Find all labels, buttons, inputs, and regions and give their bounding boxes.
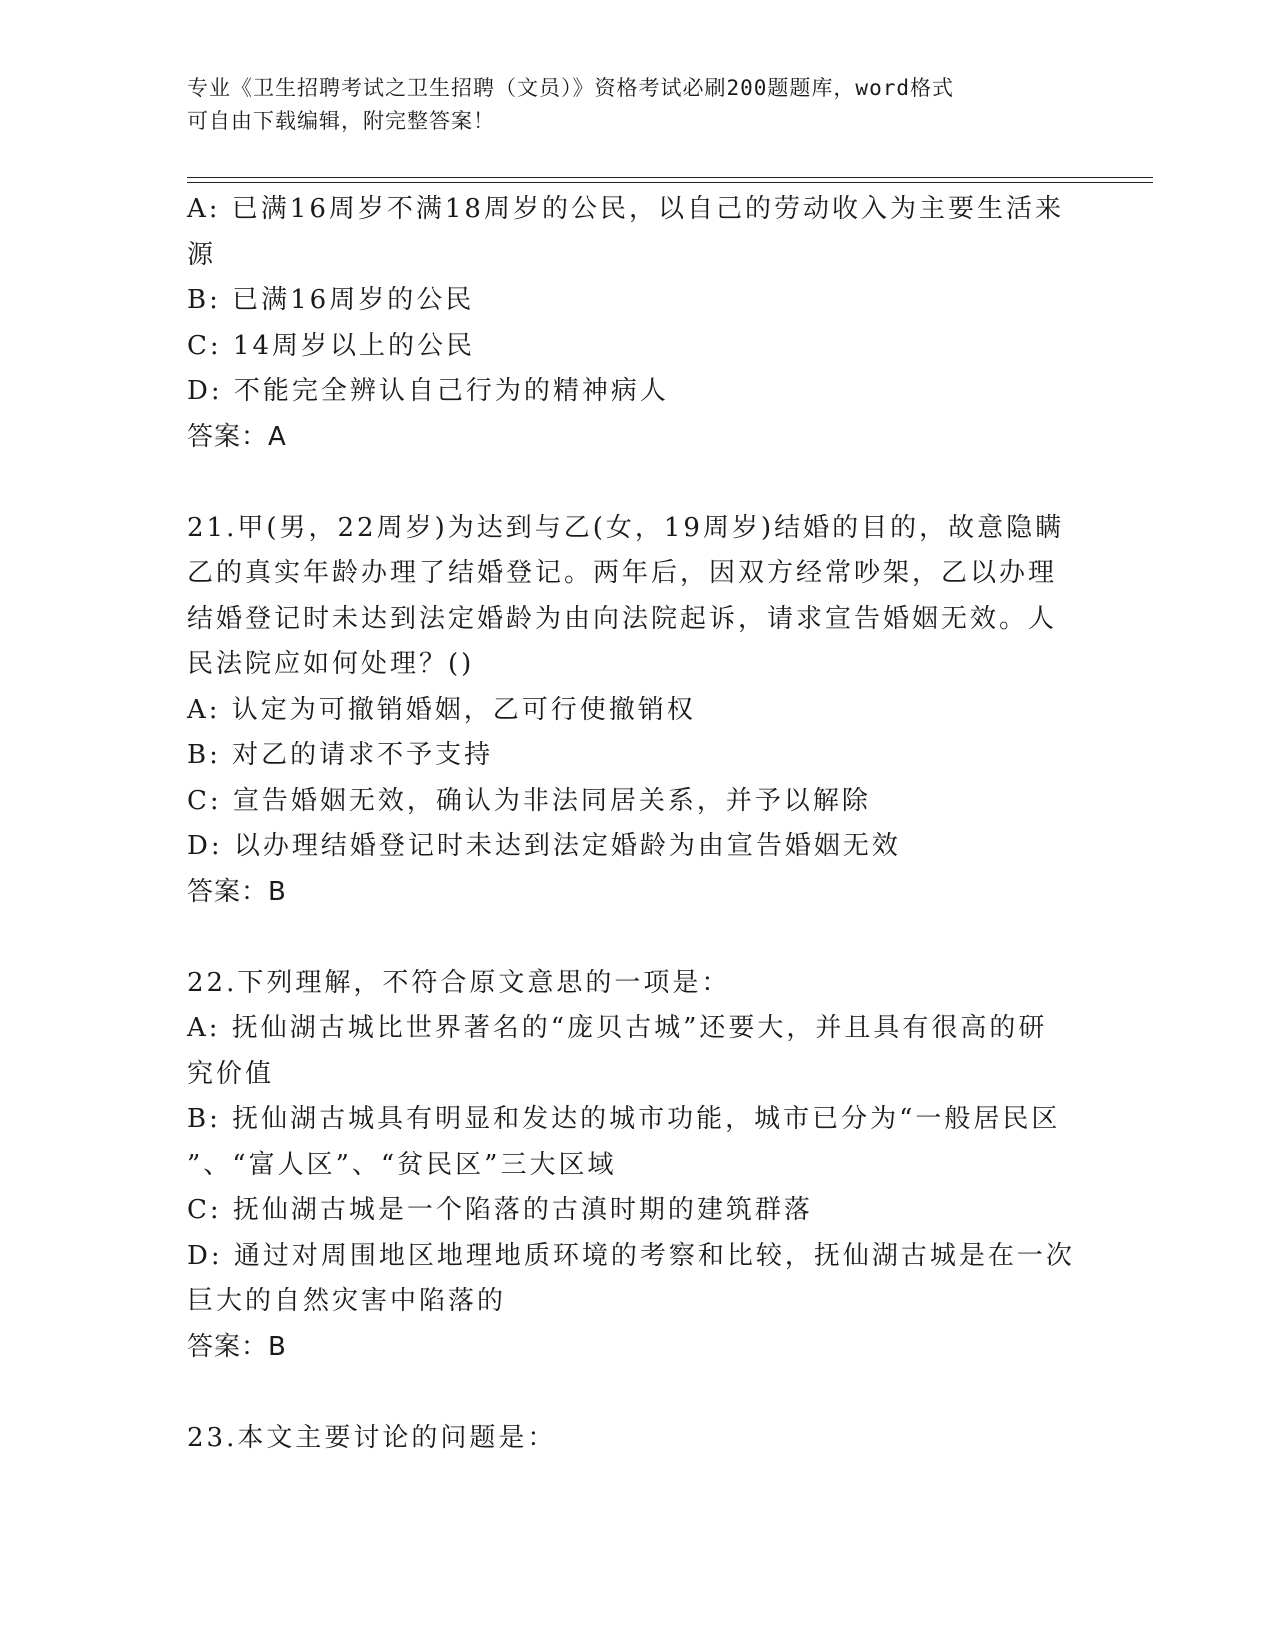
- option-c: C: 宣告婚姻无效，确认为非法同居关系，并予以解除: [187, 785, 871, 816]
- question-20: [187, 187, 1077, 460]
- option-b-line: ”、“富人区”、“贫民区”三大区域: [187, 1149, 617, 1180]
- option-c: C: 14周岁以上的公民: [187, 330, 476, 361]
- header-rule-top: [187, 177, 1153, 178]
- question-stem-line: 21.甲(男，22周岁)为达到与乙(女，19周岁)结婚的目的，故意隐瞒: [187, 512, 1065, 543]
- option-d-line: 巨大的自然灾害中陷落的: [187, 1286, 507, 1316]
- option-a-line: A: 已满16周岁不满18周岁的公民，以自己的劳动收入为主要生活来: [187, 194, 1064, 224]
- spacer: [187, 1370, 1077, 1416]
- spacer: [187, 915, 1077, 961]
- answer: 答案：B: [187, 1331, 287, 1362]
- option-c: C: 抚仙湖古城是一个陷落的古滇时期的建筑群落: [187, 1195, 813, 1225]
- option-d-line: D: 通过对周围地区地理地质环境的考察和比较，抚仙湖古城是在一次: [187, 1240, 1075, 1271]
- question-stem: 22.下列理解，不符合原文意思的一项是：: [187, 967, 731, 998]
- answer: 答案：A: [187, 421, 287, 452]
- question-stem: 23.本文主要讨论的问题是：: [187, 1422, 557, 1453]
- option-a-line: 源: [187, 239, 217, 270]
- option-b-line: B: 抚仙湖古城具有明显和发达的城市功能，城市已分为“一般居民区: [187, 1104, 1061, 1134]
- question-22: [187, 961, 1077, 1371]
- spacer: [187, 460, 1077, 506]
- header-line: 专业《卫生招聘考试之卫生招聘（文员）》资格考试必刷200题题库，word格式: [187, 76, 954, 100]
- question-stem-line: 民法院应如何处理？(): [187, 649, 475, 679]
- option-d: D: 以办理结婚登记时未达到法定婚龄为由宣告婚姻无效: [187, 831, 901, 861]
- question-21: [187, 506, 1077, 916]
- option-a-line: A: 抚仙湖古城比世界著名的“庞贝古城”还要大，并且具有很高的研: [187, 1013, 1048, 1043]
- option-a-line: 究价值: [187, 1058, 275, 1089]
- document-header: [187, 72, 1077, 138]
- question-stem-line: 乙的真实年龄办理了结婚登记。两年后，因双方经常吵架，乙以办理: [187, 558, 1058, 588]
- option-a: A: 认定为可撤销婚姻，乙可行使撤销权: [187, 694, 696, 725]
- question-23: [187, 1416, 1077, 1462]
- option-b: B: 对乙的请求不予支持: [187, 740, 494, 770]
- header-line: 可自由下载编辑，附完整答案！: [187, 109, 495, 133]
- answer: 答案：B: [187, 876, 287, 907]
- option-d: D: 不能完全辨认自己行为的精神病人: [187, 376, 669, 406]
- question-list: [187, 187, 1077, 1461]
- question-stem-line: 结婚登记时未达到法定婚龄为由向法院起诉，请求宣告婚姻无效。人: [187, 603, 1058, 634]
- option-b: B: 已满16周岁的公民: [187, 285, 475, 315]
- header-rule-bottom: [187, 182, 1153, 183]
